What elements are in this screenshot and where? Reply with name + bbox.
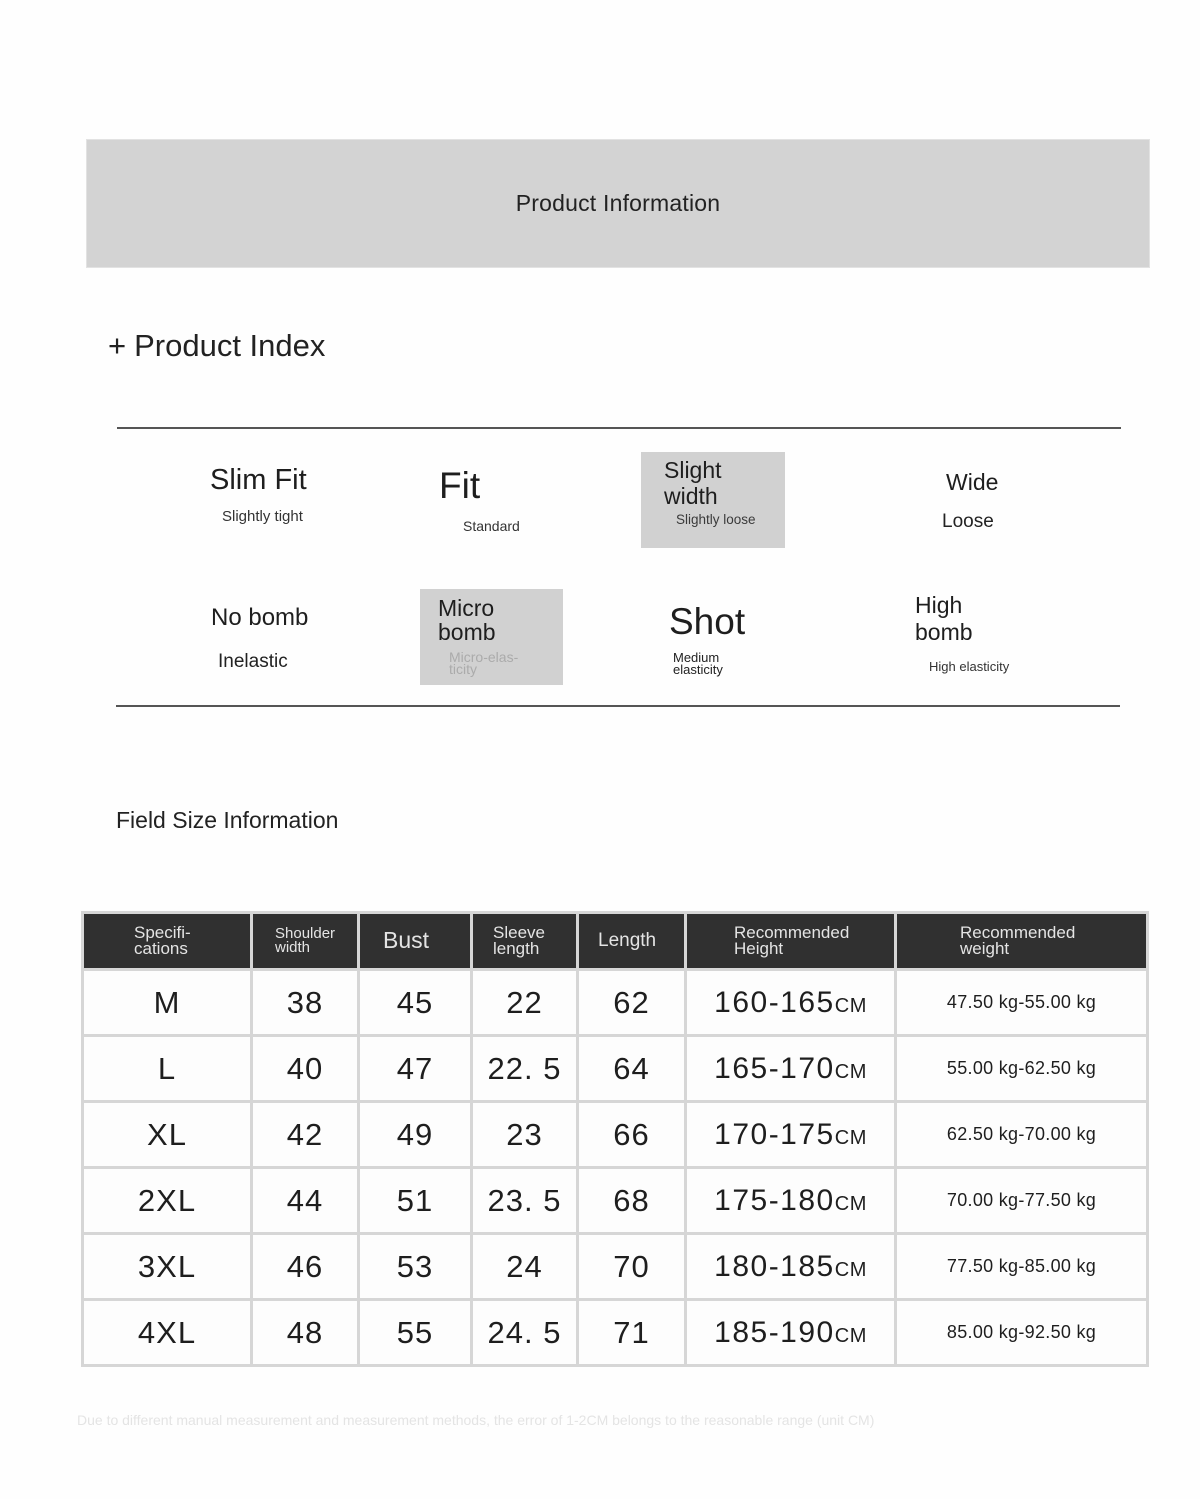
elasticity-option-desc: Inelastic bbox=[218, 651, 288, 672]
height-range: 165-170 bbox=[714, 1051, 835, 1085]
cell-bust: 55 bbox=[359, 1300, 472, 1366]
fit-option-wide bbox=[942, 471, 998, 533]
fit-option-label: Fit bbox=[439, 465, 481, 506]
elasticity-option-label: No bomb bbox=[211, 604, 309, 631]
size-table-header-row bbox=[83, 913, 1148, 970]
table-row bbox=[83, 970, 1148, 1036]
elasticity-option-label: Shot bbox=[669, 601, 746, 642]
fit-option-desc: Slightly tight bbox=[222, 508, 303, 525]
cell-size: 2XL bbox=[83, 1168, 252, 1234]
header-line: width bbox=[275, 939, 311, 956]
elasticity-option-desc-line1: Micro-elas- bbox=[449, 649, 519, 665]
cell-bust: 45 bbox=[359, 970, 472, 1036]
cell-recommended-weight: 70.00 kg-77.50 kg bbox=[896, 1168, 1148, 1234]
header-line: Bust bbox=[383, 927, 430, 954]
table-row bbox=[83, 1036, 1148, 1102]
divider-top bbox=[117, 427, 1121, 429]
table-row bbox=[83, 1102, 1148, 1168]
fit-option-slim-fit bbox=[210, 466, 307, 525]
elasticity-option-micro-bomb bbox=[420, 589, 563, 685]
elasticity-option-shot bbox=[669, 603, 745, 676]
cell-shoulder-width: 44 bbox=[252, 1168, 359, 1234]
cell-bust: 53 bbox=[359, 1234, 472, 1300]
elasticity-option-label-line1: High bbox=[915, 592, 963, 618]
height-unit: CM bbox=[834, 1126, 867, 1149]
header-line: Height bbox=[734, 939, 784, 958]
cell-shoulder-width: 40 bbox=[252, 1036, 359, 1102]
cell-recommended-weight: 85.00 kg-92.50 kg bbox=[896, 1300, 1148, 1366]
cell-length: 62 bbox=[578, 970, 686, 1036]
fit-option-label-line1: Slight bbox=[664, 457, 722, 483]
fit-option-desc: Standard bbox=[463, 518, 520, 534]
cell-recommended-weight: 62.50 kg-70.00 kg bbox=[896, 1102, 1148, 1168]
height-range: 185-190 bbox=[714, 1315, 835, 1349]
cell-recommended-height bbox=[686, 1300, 896, 1366]
measurement-note: Due to different manual measurement and measurement methods, the error of 1-2CM belongs to the reasonable range (unit CM) bbox=[77, 1412, 875, 1428]
product-index-heading bbox=[108, 328, 325, 364]
cell-sleeve-length: 24 bbox=[472, 1234, 578, 1300]
elasticity-option-label-line1: Micro bbox=[438, 595, 495, 621]
cell-bust: 49 bbox=[359, 1102, 472, 1168]
header-recommended-weight bbox=[896, 913, 1148, 970]
height-range: 180-185 bbox=[714, 1249, 835, 1283]
height-unit: CM bbox=[834, 1192, 867, 1215]
cell-recommended-height bbox=[686, 1168, 896, 1234]
fit-option-desc: Loose bbox=[942, 511, 994, 532]
elasticity-option-label-line2: bomb bbox=[438, 619, 496, 645]
table-row bbox=[83, 1300, 1148, 1366]
cell-sleeve-length: 23 bbox=[472, 1102, 578, 1168]
cell-shoulder-width: 38 bbox=[252, 970, 359, 1036]
fit-option-slight-width bbox=[641, 452, 785, 548]
header-specifications bbox=[83, 913, 252, 970]
header-bust bbox=[359, 913, 472, 970]
field-size-title: Field Size Information bbox=[116, 807, 339, 833]
height-range: 170-175 bbox=[714, 1117, 835, 1151]
cell-recommended-height bbox=[686, 1234, 896, 1300]
fit-option-desc: Slightly loose bbox=[676, 512, 756, 527]
table-row bbox=[83, 1234, 1148, 1300]
cell-recommended-height bbox=[686, 1102, 896, 1168]
elasticity-option-desc-line1: Medium bbox=[673, 650, 720, 665]
cell-length: 64 bbox=[578, 1036, 686, 1102]
header-line: cations bbox=[134, 939, 188, 958]
header-recommended-height bbox=[686, 913, 896, 970]
height-range: 175-180 bbox=[714, 1183, 835, 1217]
header-line: length bbox=[493, 939, 540, 958]
cell-size: 3XL bbox=[83, 1234, 252, 1300]
height-range: 160-165 bbox=[714, 985, 835, 1019]
cell-sleeve-length: 22 bbox=[472, 970, 578, 1036]
header-sleeve-length bbox=[472, 913, 578, 970]
cell-length: 70 bbox=[578, 1234, 686, 1300]
header-line: Shoulder bbox=[275, 924, 336, 942]
elasticity-option-high-bomb bbox=[915, 594, 1009, 674]
size-table bbox=[81, 911, 1149, 1367]
cell-recommended-weight: 55.00 kg-62.50 kg bbox=[896, 1036, 1148, 1102]
cell-recommended-weight: 77.50 kg-85.00 kg bbox=[896, 1234, 1148, 1300]
cell-recommended-height bbox=[686, 1036, 896, 1102]
cell-recommended-height bbox=[686, 970, 896, 1036]
cell-bust: 47 bbox=[359, 1036, 472, 1102]
fit-option-fit bbox=[439, 467, 520, 534]
cell-shoulder-width: 48 bbox=[252, 1300, 359, 1366]
elasticity-option-no-bomb bbox=[211, 606, 308, 673]
table-row bbox=[83, 1168, 1148, 1234]
height-unit: CM bbox=[834, 1060, 867, 1083]
header-line: Sleeve bbox=[493, 922, 545, 942]
header-line: Specifi- bbox=[134, 922, 191, 942]
cell-size: XL bbox=[83, 1102, 252, 1168]
elasticity-option-desc-line2: elasticity bbox=[673, 662, 723, 677]
cell-length: 68 bbox=[578, 1168, 686, 1234]
cell-bust: 51 bbox=[359, 1168, 472, 1234]
cell-sleeve-length: 24. 5 bbox=[472, 1300, 578, 1366]
header-line: Length bbox=[598, 929, 657, 951]
header-line: weight bbox=[960, 939, 1010, 958]
product-index-title: Product Index bbox=[134, 328, 326, 363]
height-unit: CM bbox=[834, 1258, 867, 1281]
header-line: Recommended bbox=[734, 922, 850, 942]
cell-length: 71 bbox=[578, 1300, 686, 1366]
cell-shoulder-width: 42 bbox=[252, 1102, 359, 1168]
fit-option-label: Slim Fit bbox=[210, 464, 307, 496]
cell-size: 4XL bbox=[83, 1300, 252, 1366]
cell-size: M bbox=[83, 970, 252, 1036]
divider-bottom bbox=[116, 705, 1120, 707]
cell-recommended-weight: 47.50 kg-55.00 kg bbox=[896, 970, 1148, 1036]
cell-sleeve-length: 22. 5 bbox=[472, 1036, 578, 1102]
plus-icon: + bbox=[108, 328, 127, 363]
cell-sleeve-length: 23. 5 bbox=[472, 1168, 578, 1234]
header-shoulder-width bbox=[252, 913, 359, 970]
fit-option-label-line2: width bbox=[664, 483, 718, 509]
elasticity-option-desc-line2: ticity bbox=[449, 661, 477, 677]
cell-shoulder-width: 46 bbox=[252, 1234, 359, 1300]
fit-option-label: Wide bbox=[946, 469, 999, 495]
height-unit: CM bbox=[834, 1324, 867, 1347]
elasticity-option-desc: High elasticity bbox=[929, 659, 1010, 674]
header-length bbox=[578, 913, 686, 970]
elasticity-option-label-line2: bomb bbox=[915, 619, 973, 645]
banner-title: Product Information bbox=[515, 190, 721, 216]
height-unit: CM bbox=[834, 994, 867, 1017]
cell-size: L bbox=[83, 1036, 252, 1102]
cell-length: 66 bbox=[578, 1102, 686, 1168]
header-line: Recommended bbox=[960, 922, 1076, 942]
product-information-banner bbox=[86, 139, 1150, 268]
